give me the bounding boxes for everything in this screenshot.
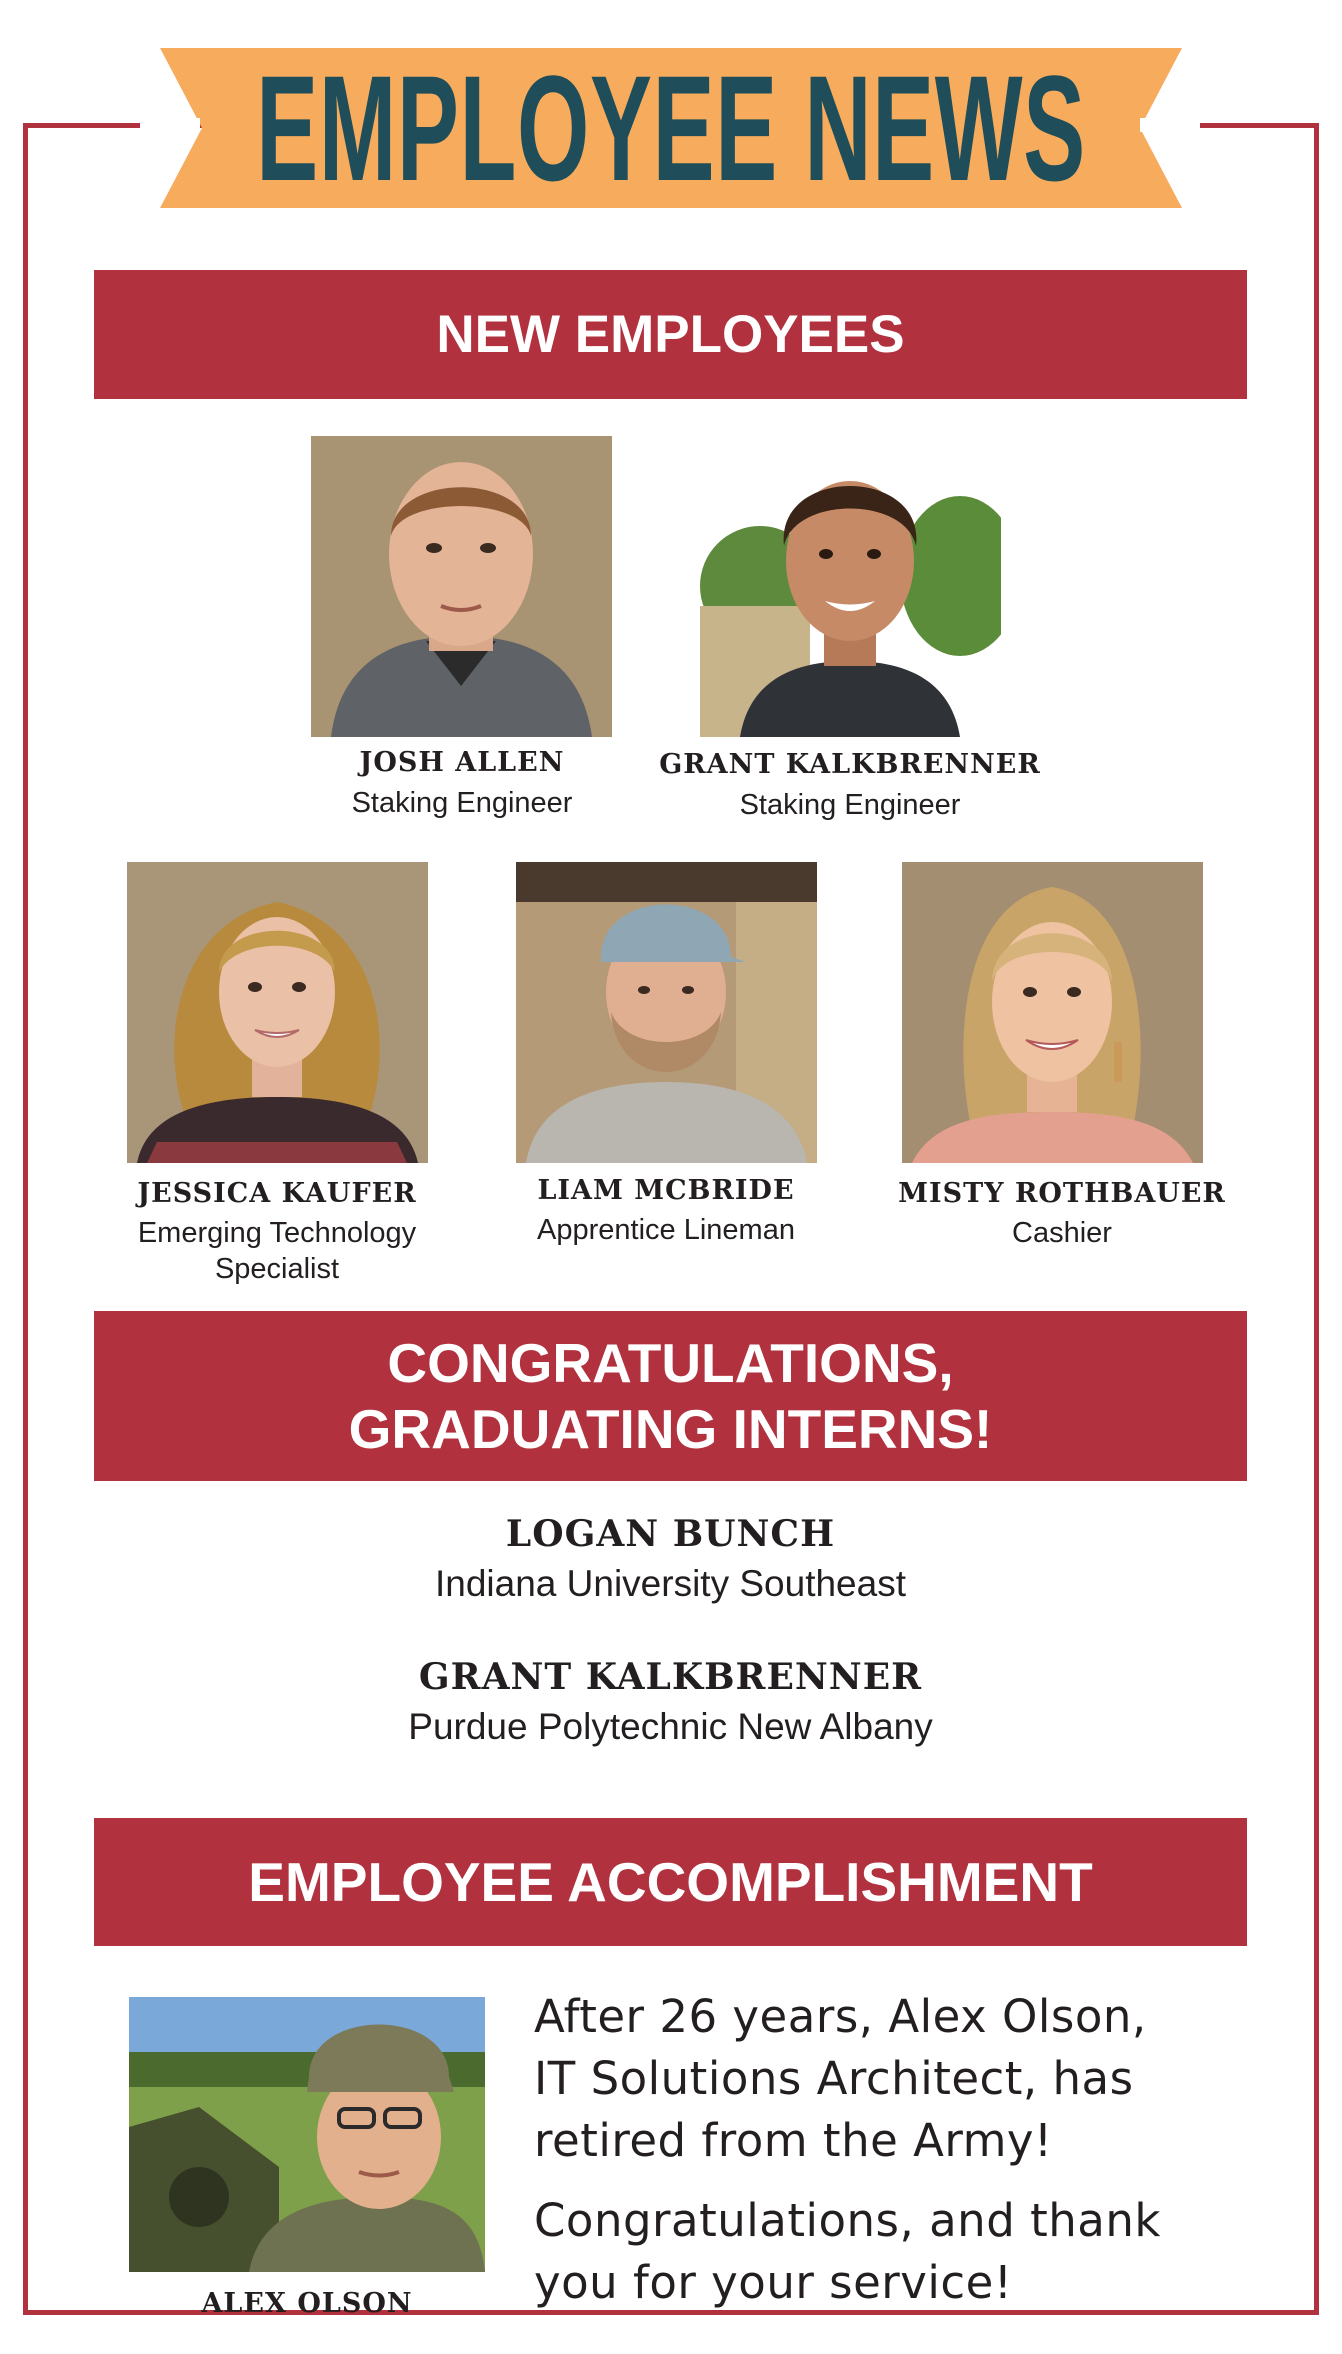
section-header-accomplishment [94,1818,1247,1946]
employee-role: Staking Engineer [351,787,573,819]
photo-misty-rothbauer [902,862,1203,1163]
text-line: Congratulations, and thank [534,2194,1161,2247]
photo-jessica-kaufer [127,862,428,1163]
title-banner [160,43,1182,212]
section-title: NEW EMPLOYEES [436,305,905,364]
section-header-interns [94,1311,1247,1481]
portrait-image [700,436,1001,737]
intern-name: LOGAN BUNCH [505,1513,836,1555]
photo-alex-olson [129,1997,485,2272]
page-title: EMPLOYEE NEWS [256,43,1086,212]
employee-name: LIAM MCBRIDE [537,1175,795,1206]
employee-name: ALEX OLSON [201,2288,413,2319]
photo-grant-kalkbrenner [700,436,1001,737]
section-header-new-employees [94,270,1247,399]
section-title: EMPLOYEE ACCOMPLISHMENT [248,1851,1093,1913]
photo-josh-allen [311,436,612,737]
employee-role: Cashier [1012,1217,1112,1249]
employee-role: Emerging Technology [137,1217,417,1249]
text-line: After 26 years, Alex Olson, [534,1990,1147,2043]
employee-name: GRANT KALKBRENNER [659,749,1041,780]
section-title-line2: GRADUATING INTERNS! [348,1398,993,1460]
text-line: you for your service! [534,2256,1013,2309]
photo-liam-mcbride [516,862,817,1163]
accomplishment-paragraph-2 [534,2190,1254,2314]
employee-name: MISTY ROTHBAUER [898,1178,1226,1209]
employee-role-line2: Specialist [214,1253,340,1285]
accomplishment-paragraph-1 [534,1986,1254,2172]
text-line: IT Solutions Architect, has [534,2052,1134,2105]
portrait-image [311,436,612,737]
employee-role: Staking Engineer [739,789,961,821]
employee-name: JESSICA KAUFER [137,1178,417,1209]
portrait-image [902,862,1203,1163]
text-line: retired from the Army! [534,2114,1053,2167]
intern-school: Indiana University Southeast [435,1563,906,1604]
section-title-line1: CONGRATULATIONS, [387,1332,954,1394]
portrait-image [516,862,817,1163]
frame-gap-right [1140,118,1200,132]
portrait-image [127,862,428,1163]
intern-name: GRANT KALKBRENNER [418,1656,923,1698]
frame-gap-left [140,118,200,132]
portrait-image [129,1997,485,2272]
intern-school: Purdue Polytechnic New Albany [408,1706,933,1747]
employee-name: JOSH ALLEN [359,747,565,778]
employee-role: Apprentice Lineman [537,1214,795,1246]
